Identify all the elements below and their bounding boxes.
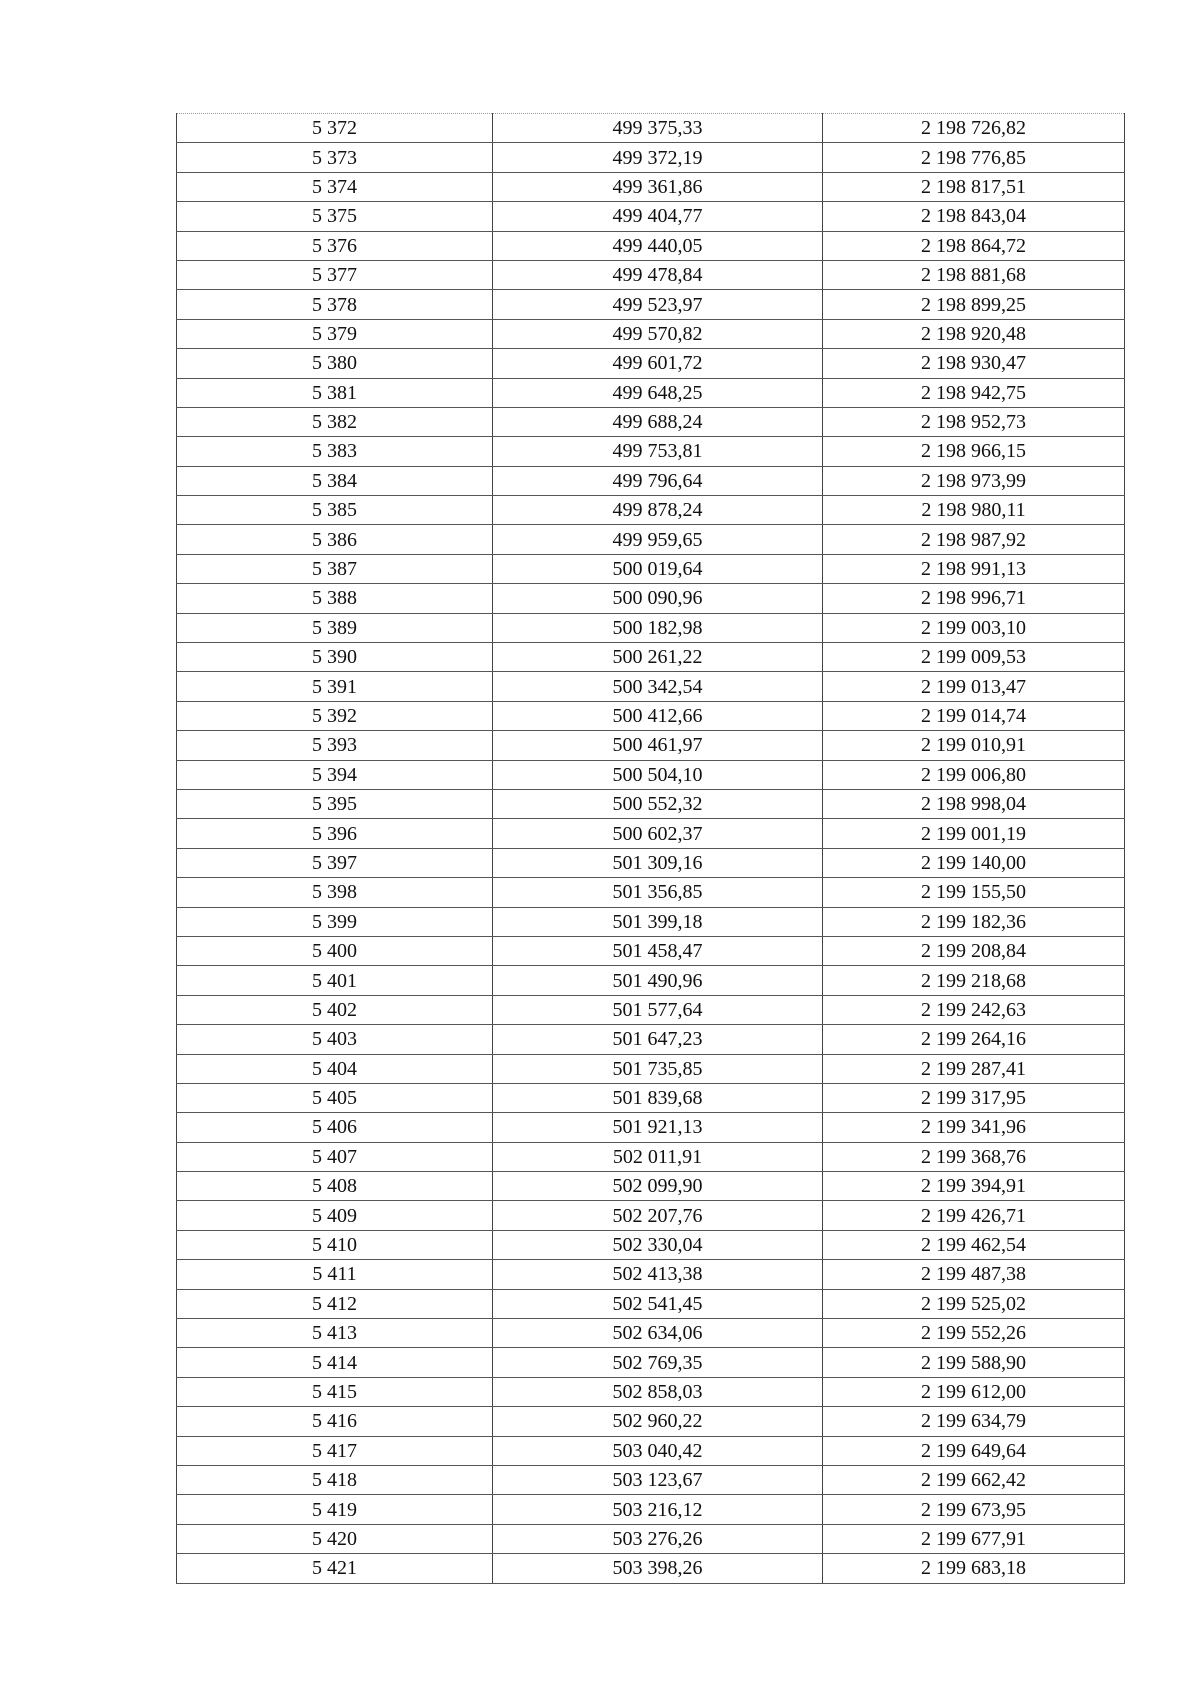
table-row [177,172,1125,201]
point-number-cell: 5 389 [177,613,493,642]
table-row [177,260,1125,289]
y-coordinate-cell: 2 198 843,04 [823,202,1125,231]
y-coordinate-cell: 2 199 683,18 [823,1554,1125,1583]
table-row [177,1465,1125,1494]
point-number-cell: 5 409 [177,1201,493,1230]
x-coordinate-cell: 499 361,86 [493,172,823,201]
x-coordinate-cell: 500 182,98 [493,613,823,642]
point-number-cell: 5 404 [177,1054,493,1083]
y-coordinate-cell: 2 199 218,68 [823,966,1125,995]
table-row [177,731,1125,760]
y-coordinate-cell: 2 198 998,04 [823,789,1125,818]
table-row [177,1083,1125,1112]
table-row [177,789,1125,818]
table-row [177,1524,1125,1553]
x-coordinate-cell: 500 090,96 [493,584,823,613]
x-coordinate-cell: 499 375,33 [493,114,823,143]
point-number-cell: 5 388 [177,584,493,613]
point-number-cell: 5 397 [177,848,493,877]
x-coordinate-cell: 501 399,18 [493,907,823,936]
table-row [177,1436,1125,1465]
x-coordinate-cell: 501 839,68 [493,1083,823,1112]
table-row [177,1113,1125,1142]
y-coordinate-cell: 2 199 208,84 [823,936,1125,965]
point-number-cell: 5 410 [177,1230,493,1259]
y-coordinate-cell: 2 199 155,50 [823,878,1125,907]
point-number-cell: 5 407 [177,1142,493,1171]
table-row [177,143,1125,172]
y-coordinate-cell: 2 199 013,47 [823,672,1125,701]
table-row [177,1054,1125,1083]
y-coordinate-cell: 2 199 001,19 [823,819,1125,848]
table-row [177,1142,1125,1171]
x-coordinate-cell: 503 123,67 [493,1465,823,1494]
point-number-cell: 5 394 [177,760,493,789]
y-coordinate-cell: 2 199 634,79 [823,1407,1125,1436]
table-row [177,878,1125,907]
y-coordinate-cell: 2 199 317,95 [823,1083,1125,1112]
point-number-cell: 5 391 [177,672,493,701]
y-coordinate-cell: 2 199 368,76 [823,1142,1125,1171]
x-coordinate-cell: 502 207,76 [493,1201,823,1230]
point-number-cell: 5 399 [177,907,493,936]
x-coordinate-cell: 501 309,16 [493,848,823,877]
point-number-cell: 5 413 [177,1319,493,1348]
table-row [177,907,1125,936]
table-row [177,584,1125,613]
point-number-cell: 5 392 [177,701,493,730]
coordinates-table [176,113,1125,1584]
point-number-cell: 5 383 [177,437,493,466]
table-row [177,290,1125,319]
x-coordinate-cell: 502 858,03 [493,1377,823,1406]
y-coordinate-cell: 2 198 899,25 [823,290,1125,319]
y-coordinate-cell: 2 199 009,53 [823,643,1125,672]
x-coordinate-cell: 501 647,23 [493,1025,823,1054]
table-row [177,437,1125,466]
y-coordinate-cell: 2 199 006,80 [823,760,1125,789]
table-row [177,1289,1125,1318]
point-number-cell: 5 419 [177,1495,493,1524]
x-coordinate-cell: 499 440,05 [493,231,823,260]
point-number-cell: 5 379 [177,319,493,348]
point-number-cell: 5 420 [177,1524,493,1553]
table-row [177,643,1125,672]
table-row [177,496,1125,525]
y-coordinate-cell: 2 198 973,99 [823,466,1125,495]
x-coordinate-cell: 499 523,97 [493,290,823,319]
table-row [177,554,1125,583]
table-row [177,202,1125,231]
table-row [177,1377,1125,1406]
y-coordinate-cell: 2 199 426,71 [823,1201,1125,1230]
y-coordinate-cell: 2 198 966,15 [823,437,1125,466]
y-coordinate-cell: 2 199 010,91 [823,731,1125,760]
point-number-cell: 5 382 [177,407,493,436]
y-coordinate-cell: 2 198 930,47 [823,349,1125,378]
table-row [177,1348,1125,1377]
y-coordinate-cell: 2 199 649,64 [823,1436,1125,1465]
x-coordinate-cell: 500 019,64 [493,554,823,583]
point-number-cell: 5 402 [177,995,493,1024]
table-row [177,1201,1125,1230]
y-coordinate-cell: 2 199 264,16 [823,1025,1125,1054]
x-coordinate-cell: 503 398,26 [493,1554,823,1583]
x-coordinate-cell: 499 796,64 [493,466,823,495]
x-coordinate-cell: 502 769,35 [493,1348,823,1377]
table-row [177,760,1125,789]
table-row [177,1319,1125,1348]
x-coordinate-cell: 503 040,42 [493,1436,823,1465]
table-row [177,613,1125,642]
x-coordinate-cell: 501 577,64 [493,995,823,1024]
y-coordinate-cell: 2 198 881,68 [823,260,1125,289]
point-number-cell: 5 386 [177,525,493,554]
point-number-cell: 5 400 [177,936,493,965]
x-coordinate-cell: 499 648,25 [493,378,823,407]
x-coordinate-cell: 503 276,26 [493,1524,823,1553]
x-coordinate-cell: 499 478,84 [493,260,823,289]
x-coordinate-cell: 499 753,81 [493,437,823,466]
x-coordinate-cell: 500 504,10 [493,760,823,789]
point-number-cell: 5 406 [177,1113,493,1142]
table-row [177,1554,1125,1583]
y-coordinate-cell: 2 199 003,10 [823,613,1125,642]
y-coordinate-cell: 2 199 487,38 [823,1260,1125,1289]
y-coordinate-cell: 2 199 242,63 [823,995,1125,1024]
point-number-cell: 5 403 [177,1025,493,1054]
table-row [177,966,1125,995]
point-number-cell: 5 373 [177,143,493,172]
point-number-cell: 5 416 [177,1407,493,1436]
x-coordinate-cell: 500 342,54 [493,672,823,701]
point-number-cell: 5 415 [177,1377,493,1406]
x-coordinate-cell: 499 959,65 [493,525,823,554]
table-row [177,1230,1125,1259]
y-coordinate-cell: 2 198 776,85 [823,143,1125,172]
y-coordinate-cell: 2 199 014,74 [823,701,1125,730]
point-number-cell: 5 374 [177,172,493,201]
point-number-cell: 5 396 [177,819,493,848]
point-number-cell: 5 376 [177,231,493,260]
point-number-cell: 5 372 [177,114,493,143]
y-coordinate-cell: 2 199 462,54 [823,1230,1125,1259]
point-number-cell: 5 418 [177,1465,493,1494]
x-coordinate-cell: 500 412,66 [493,701,823,730]
x-coordinate-cell: 502 011,91 [493,1142,823,1171]
table-row [177,672,1125,701]
y-coordinate-cell: 2 198 864,72 [823,231,1125,260]
x-coordinate-cell: 502 634,06 [493,1319,823,1348]
y-coordinate-cell: 2 198 817,51 [823,172,1125,201]
table-row [177,1407,1125,1436]
x-coordinate-cell: 501 356,85 [493,878,823,907]
point-number-cell: 5 377 [177,260,493,289]
y-coordinate-cell: 2 199 588,90 [823,1348,1125,1377]
point-number-cell: 5 375 [177,202,493,231]
point-number-cell: 5 384 [177,466,493,495]
y-coordinate-cell: 2 198 991,13 [823,554,1125,583]
y-coordinate-cell: 2 198 987,92 [823,525,1125,554]
x-coordinate-cell: 502 099,90 [493,1172,823,1201]
point-number-cell: 5 398 [177,878,493,907]
y-coordinate-cell: 2 199 673,95 [823,1495,1125,1524]
point-number-cell: 5 417 [177,1436,493,1465]
table-row [177,819,1125,848]
x-coordinate-cell: 502 541,45 [493,1289,823,1318]
point-number-cell: 5 385 [177,496,493,525]
table-row [177,936,1125,965]
x-coordinate-cell: 502 330,04 [493,1230,823,1259]
x-coordinate-cell: 500 602,37 [493,819,823,848]
point-number-cell: 5 387 [177,554,493,583]
table-row [177,1260,1125,1289]
point-number-cell: 5 421 [177,1554,493,1583]
x-coordinate-cell: 500 261,22 [493,643,823,672]
y-coordinate-cell: 2 199 182,36 [823,907,1125,936]
x-coordinate-cell: 502 413,38 [493,1260,823,1289]
y-coordinate-cell: 2 199 677,91 [823,1524,1125,1553]
table-row [177,1495,1125,1524]
point-number-cell: 5 390 [177,643,493,672]
point-number-cell: 5 393 [177,731,493,760]
point-number-cell: 5 380 [177,349,493,378]
x-coordinate-cell: 503 216,12 [493,1495,823,1524]
table-row [177,378,1125,407]
table-row [177,525,1125,554]
y-coordinate-cell: 2 199 525,02 [823,1289,1125,1318]
y-coordinate-cell: 2 198 996,71 [823,584,1125,613]
y-coordinate-cell: 2 198 952,73 [823,407,1125,436]
coordinates-table-body [177,114,1125,1584]
x-coordinate-cell: 499 688,24 [493,407,823,436]
x-coordinate-cell: 501 735,85 [493,1054,823,1083]
table-row [177,995,1125,1024]
table-row [177,349,1125,378]
point-number-cell: 5 381 [177,378,493,407]
y-coordinate-cell: 2 199 552,26 [823,1319,1125,1348]
x-coordinate-cell: 501 921,13 [493,1113,823,1142]
x-coordinate-cell: 499 372,19 [493,143,823,172]
table-row [177,1025,1125,1054]
table-row [177,319,1125,348]
point-number-cell: 5 405 [177,1083,493,1112]
x-coordinate-cell: 499 404,77 [493,202,823,231]
table-row [177,1172,1125,1201]
table-row [177,701,1125,730]
y-coordinate-cell: 2 198 980,11 [823,496,1125,525]
table-row [177,231,1125,260]
x-coordinate-cell: 499 570,82 [493,319,823,348]
table-row [177,848,1125,877]
y-coordinate-cell: 2 199 341,96 [823,1113,1125,1142]
point-number-cell: 5 401 [177,966,493,995]
table-row [177,114,1125,143]
x-coordinate-cell: 501 458,47 [493,936,823,965]
table-row [177,407,1125,436]
x-coordinate-cell: 501 490,96 [493,966,823,995]
x-coordinate-cell: 502 960,22 [493,1407,823,1436]
y-coordinate-cell: 2 199 287,41 [823,1054,1125,1083]
x-coordinate-cell: 499 601,72 [493,349,823,378]
y-coordinate-cell: 2 199 394,91 [823,1172,1125,1201]
y-coordinate-cell: 2 199 140,00 [823,848,1125,877]
point-number-cell: 5 408 [177,1172,493,1201]
point-number-cell: 5 414 [177,1348,493,1377]
y-coordinate-cell: 2 199 612,00 [823,1377,1125,1406]
point-number-cell: 5 395 [177,789,493,818]
y-coordinate-cell: 2 198 920,48 [823,319,1125,348]
y-coordinate-cell: 2 199 662,42 [823,1465,1125,1494]
point-number-cell: 5 378 [177,290,493,319]
y-coordinate-cell: 2 198 942,75 [823,378,1125,407]
x-coordinate-cell: 500 461,97 [493,731,823,760]
point-number-cell: 5 412 [177,1289,493,1318]
x-coordinate-cell: 499 878,24 [493,496,823,525]
x-coordinate-cell: 500 552,32 [493,789,823,818]
y-coordinate-cell: 2 198 726,82 [823,114,1125,143]
point-number-cell: 5 411 [177,1260,493,1289]
table-row [177,466,1125,495]
